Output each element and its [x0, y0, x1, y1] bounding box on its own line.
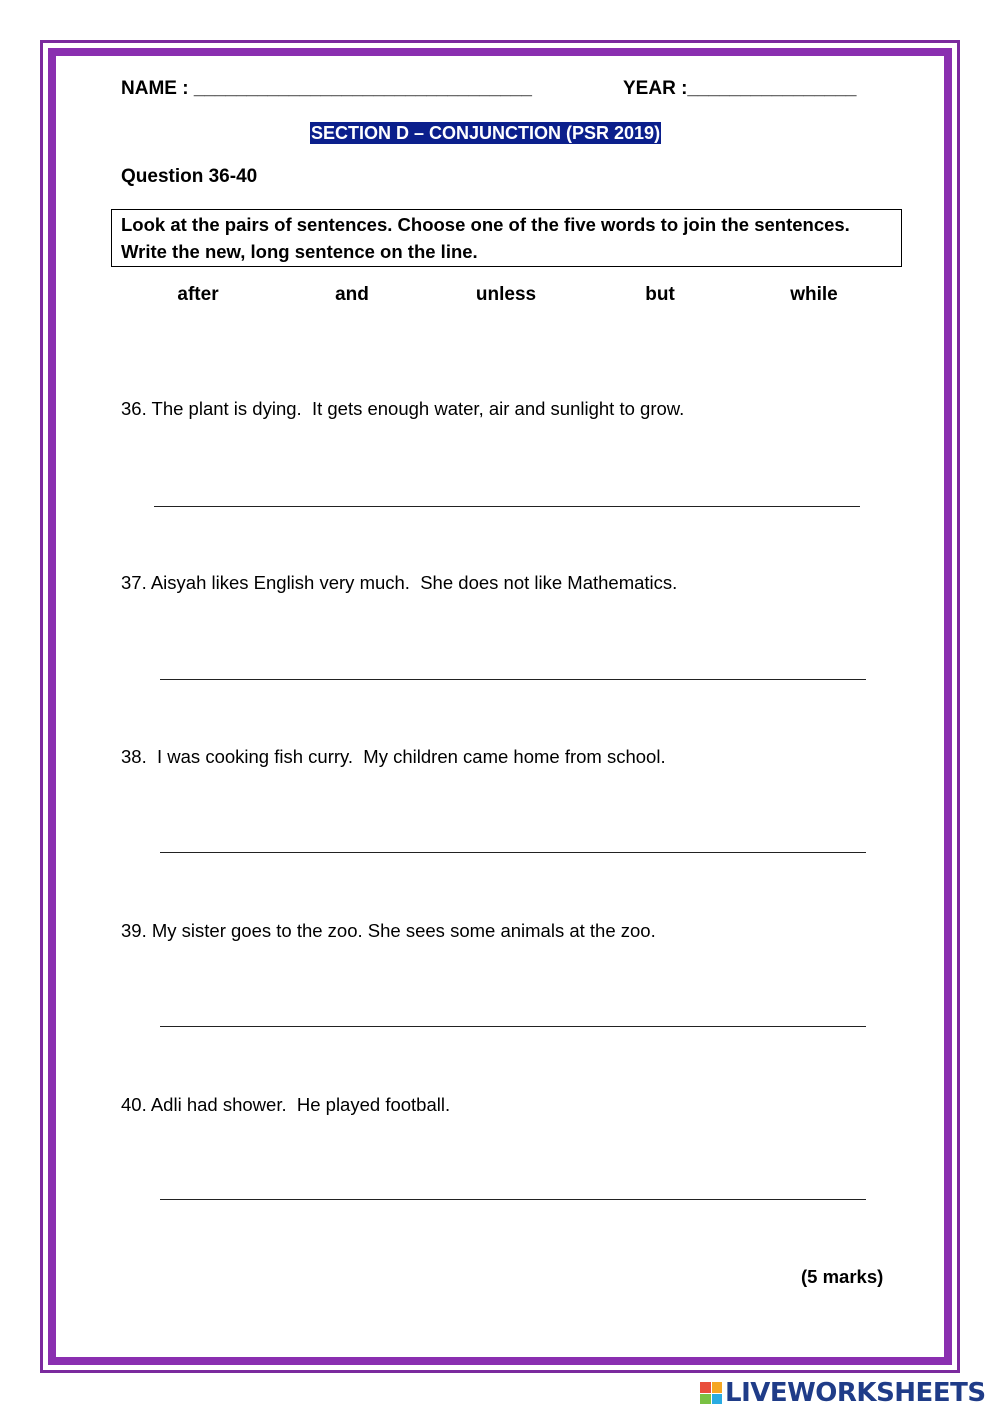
question-text: Aisyah likes English very much. She does not like Mathematics. — [150, 572, 678, 593]
word-bank-item: and — [335, 284, 369, 305]
question-37 — [121, 572, 677, 594]
question-40 — [121, 1094, 450, 1116]
question-range: Question 36-40 — [121, 166, 258, 187]
answer-line-39[interactable] — [160, 1026, 866, 1027]
question-text: My sister goes to the zoo. She sees some animals at the zoo. — [151, 920, 656, 941]
question-number: 39. — [121, 920, 147, 941]
word-bank-item: but — [645, 284, 675, 305]
section-title: SECTION D – CONJUNCTION (PSR 2019) — [311, 123, 661, 143]
answer-line-38[interactable] — [160, 852, 866, 853]
liveworksheets-logo[interactable] — [700, 1378, 986, 1408]
word-bank-item: while — [790, 284, 838, 305]
liveworksheets-logo-icon — [700, 1382, 722, 1404]
question-text: Adli had shower. He played football. — [150, 1094, 451, 1115]
name-field-label: NAME : ________________________________ — [121, 78, 532, 99]
instruction-box — [111, 209, 902, 267]
answer-line-37[interactable] — [160, 679, 866, 680]
marks-label: (5 marks) — [801, 1266, 884, 1287]
question-36 — [121, 398, 684, 420]
answer-line-36[interactable] — [154, 506, 860, 507]
year-field-label: YEAR :________________ — [623, 78, 857, 99]
question-number: 37. — [121, 572, 147, 593]
answer-line-40[interactable] — [160, 1199, 866, 1200]
question-text: The plant is dying. It gets enough water, air and sunlight to grow. — [151, 398, 685, 419]
word-bank-item: after — [177, 284, 219, 305]
question-number: 40. — [121, 1094, 147, 1115]
instruction-text: Look at the pairs of sentences. Choose one of the five words to join the sentences. Write the new, long sentence on the line. — [121, 214, 850, 262]
question-number: 38. — [121, 746, 147, 767]
word-bank-item: unless — [475, 284, 537, 305]
logo-text: LIVEWORKSHEETS — [725, 1378, 986, 1408]
question-number: 36. — [121, 398, 147, 419]
question-39 — [121, 920, 656, 942]
question-text: I was cooking fish curry. My children came home from school. — [151, 746, 666, 767]
question-38 — [121, 746, 666, 768]
